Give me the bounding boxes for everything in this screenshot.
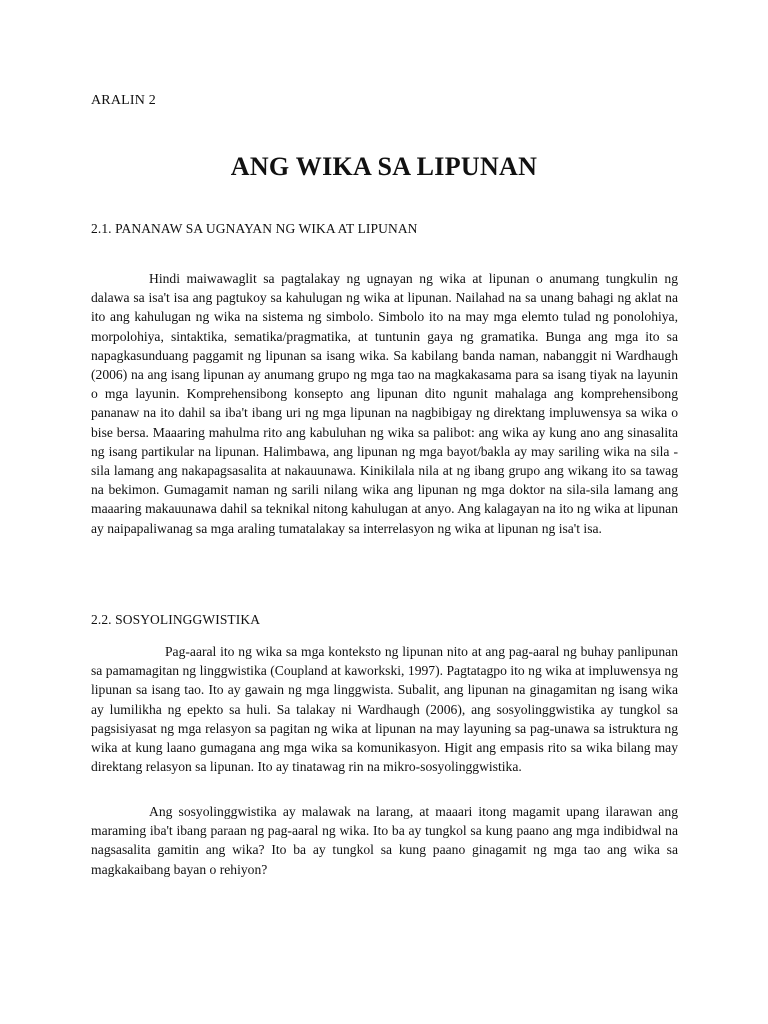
page-title: ANG WIKA SA LIPUNAN [230, 152, 538, 181]
section-heading-2-2: 2.2. SOSYOLINGGWISTIKA [91, 612, 261, 627]
lesson-label: ARALIN 2 [91, 93, 156, 108]
paragraph-text: Pag-aaral ito ng wika sa mga konteksto ng lipunan nito at ang pag-aaral ng buhay panlipunan sa pamamagitan ng linggwistika (Coupland at kaworkski, 1997). Pagtatagpo ito ng wika at impluwensya ng lipunan sa isang tao. Ito ay gawain ng mga linggwista. Subalit, ang lipunan na ginagamitan ng isang wika ay lumilikha ng epekto sa huli. Sa talakay ni Wardhaugh (2006), ang sosyolinggwistika ay tungkol sa pagsisiyasat ng mga relasyon sa pagitan ng wika at lipunan na may layuning sa pag-unawa sa istruktura ng wika at kung laano gumagana ang mga wika sa komunikasyon. Higit ang empasis rito sa wika bilang may direktang relasyon sa lipunan. Ito ay tinatawag rin na mikro-sosyolinggwistika. [91, 644, 678, 775]
section-heading-2-1: 2.1. PANANAW SA UGNAYAN NG WIKA AT LIPUNAN [91, 221, 418, 236]
paragraph-text: Hindi maiwawaglit sa pagtalakay ng ugnayan ng wika at lipunan o anumang tungkulin ng dalawa sa isa't isa ang pagtukoy sa kahulugan ng wika at lipunan. Nailahad na sa unang bahagi ng aklat na ito ang kahulugan ng wika na sistema ng simbolo. Simbolo ito na may mga elemto tulad ng ponolohiya, morpolohiya, sintaktika, sematika/pragmatika, at tuntunin gaya ng gramatika. Bunga ang mga ito sa napagkasunduang paggamit ng lipunan sa isang wika. Sa kabilang banda naman, nabanggit ni Wardhaugh (2006) na ang isang lipunan ay anumang grupo ng mga tao na magkakasama para sa isang tiyak na layunin o mga layunin. Komprehensibong konsepto ang lipunan dito ngunit mahalaga ang komprehensibong pananaw na ito dahil sa iba't ibang uri ng mga lipunan na nagbibigay ng direktang impluwensya sa wika o bise bersa. Maaaring mahulma rito ang kabuluhan ng wika sa palibot: ang wika ay kung ano ang sinasalita ng isang partikular na lipunan. Halimbawa, ang lipunan ng mga bayot/bakla ay may sariling wika na sila -sila lamang ang nakapagsasalita at nakauunawa. Kinikilala nila at ng ibang grupo ang wikang ito sa tawag na bekimon. Gumagamit naman ng sarili nilang wika ang lipunan ng mga doktor na sila-sila lamang ang maaaring makauunawa dahil sa teknikal nitong kahulugan at anyo. Ang kalagayan na ito ng wika at lipunan ay naipapaliwanag sa mga araling tumatalakay sa interrelasyon ng wika at lipunan ng isa't isa. [91, 271, 678, 536]
paragraph-2-2-a [91, 642, 678, 776]
paragraph-text: Ang sosyolinggwistika ay malawak na larang, at maaari itong magamit upang ilarawan ang maraming iba't ibang paraan ng pag-aaral ng wika. Ito ba ay tungkol sa kung paano ang mga indibidwal na nagsasalita gamitin ang wika? Ito ba ay tungkol sa kung paano ginagamit ng mga tao ang wika sa magkakaibang bayan o rehiyon? [91, 804, 678, 877]
paragraph-2-2-b [91, 802, 678, 879]
paragraph-2-1 [91, 269, 678, 538]
